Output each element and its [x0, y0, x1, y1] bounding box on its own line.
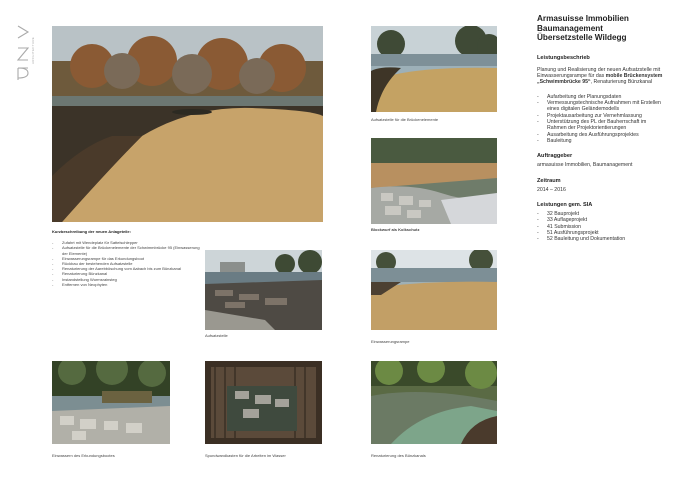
list-item: - Zufahrt mit Wendeplatz für Sattelschlepper — [52, 240, 200, 245]
list-item: - 32 Bauprojekt — [537, 211, 665, 217]
caption-lower-right: Einwasserungsrampe — [371, 339, 410, 344]
list-item: - Aufsatzstelle für die Brückenelemente der Schwimmbrücke 95 (Einwasserung der Elemente) — [52, 245, 200, 255]
description-list — [52, 240, 200, 287]
caption-middle-right: Blockwurf als Kolkschutz — [371, 227, 420, 232]
photo-top-right — [371, 26, 497, 112]
leistungsbeschrieb-text — [537, 67, 665, 86]
list-item: - Bauleitung — [537, 138, 665, 144]
project-title-line: Baumanagement — [537, 23, 603, 33]
sia-list — [537, 211, 665, 242]
project-title-line: Armasuisse Immobilien — [537, 14, 629, 23]
list-item: - 52 Bauleitung und Dokumentation — [537, 236, 665, 242]
photo-middle-right — [371, 138, 497, 224]
list-item: - Renaturierung der Aarebböschung vom Aabach bis zum Bünzkanal — [52, 266, 200, 271]
project-title — [537, 14, 665, 43]
leistungsbeschrieb-heading: Leistungsbeschrieb — [537, 54, 590, 61]
zeitraum-heading: Zeitraum — [537, 177, 561, 184]
text-part: Planung und Realisierung der neuen Aufsatzstelle mit Einwasserungsrampe für das — [537, 66, 661, 79]
photo-bottom-center — [205, 361, 322, 444]
list-item: - Rückbau der bestehenden Aufsatzstelle — [52, 261, 200, 266]
brand-tagline: ARCHITECTURE — [31, 36, 35, 64]
project-info — [537, 14, 665, 242]
text-part: , Renaturierung Bünzkanal — [590, 79, 653, 86]
vzp-logo-mark — [14, 22, 44, 92]
caption-bottom-right: Renaturierung des Bünzkanals — [371, 453, 426, 458]
short-description — [52, 229, 200, 287]
photo-bottom-left — [52, 361, 170, 444]
list-item: - Instandstellung Wurmsrainsteg — [52, 277, 200, 282]
zeitraum-value: 2014 – 2016 — [537, 186, 566, 193]
project-title-line: Übersetzstelle Wildegg — [537, 33, 627, 42]
list-item: - Einwasserungsrampe für das Erkundungsboot — [52, 256, 200, 261]
sia-heading: Leistungen gem. SIA — [537, 201, 593, 208]
photo-middle-center — [205, 250, 322, 330]
caption-bottom-left: Einwassern des Erkundungsbootes — [52, 453, 115, 458]
list-item: - Ausarbeitung des Ausführungsprojektes — [537, 132, 665, 138]
leistungen-list — [537, 94, 665, 144]
list-item: - Renaturierung Bünzkanal — [52, 271, 200, 276]
caption-bottom-center: Spundwandkasten für die Arbeiten im Wasser — [205, 453, 286, 458]
photo-main-path — [52, 26, 323, 222]
list-item: - Projektausarbeitung zur Vernehmlassung — [537, 113, 665, 119]
description-heading: Kurzbeschreibung der neuen Anlageteile: — [52, 229, 131, 234]
auftraggeber-value: armasuisse Immobilien, Baumanagement — [537, 162, 633, 169]
list-item: - 51 Ausführungsprojekt — [537, 230, 665, 236]
caption-middle-center: Aufsatzstelle — [205, 333, 228, 338]
list-item: - Aufarbeitung der Planungsdaten — [537, 94, 665, 100]
list-item: - Unterstützung des PL der Bauherrschaft im Rahmen der Projektorientierungen — [537, 119, 665, 132]
list-item: - 33 Auflageprojekt — [537, 217, 665, 223]
vzp-logo — [14, 22, 44, 92]
text-bold: mobile Brückensystem „Schwimmbrücke 95“ — [537, 72, 663, 86]
list-item: - 41 Submission — [537, 224, 665, 230]
list-item: - Entfernen von Neophyten — [52, 282, 200, 287]
photo-lower-right — [371, 250, 497, 330]
photo-bottom-right — [371, 361, 497, 444]
caption-top-right: Aufsatzstelle für die Brückenelemente — [371, 117, 439, 122]
list-item: - Vermessungstechnische Aufnahmen mit Erstellen eines digitalen Geländemodells — [537, 100, 665, 113]
auftraggeber-heading: Auftraggeber — [537, 153, 573, 160]
